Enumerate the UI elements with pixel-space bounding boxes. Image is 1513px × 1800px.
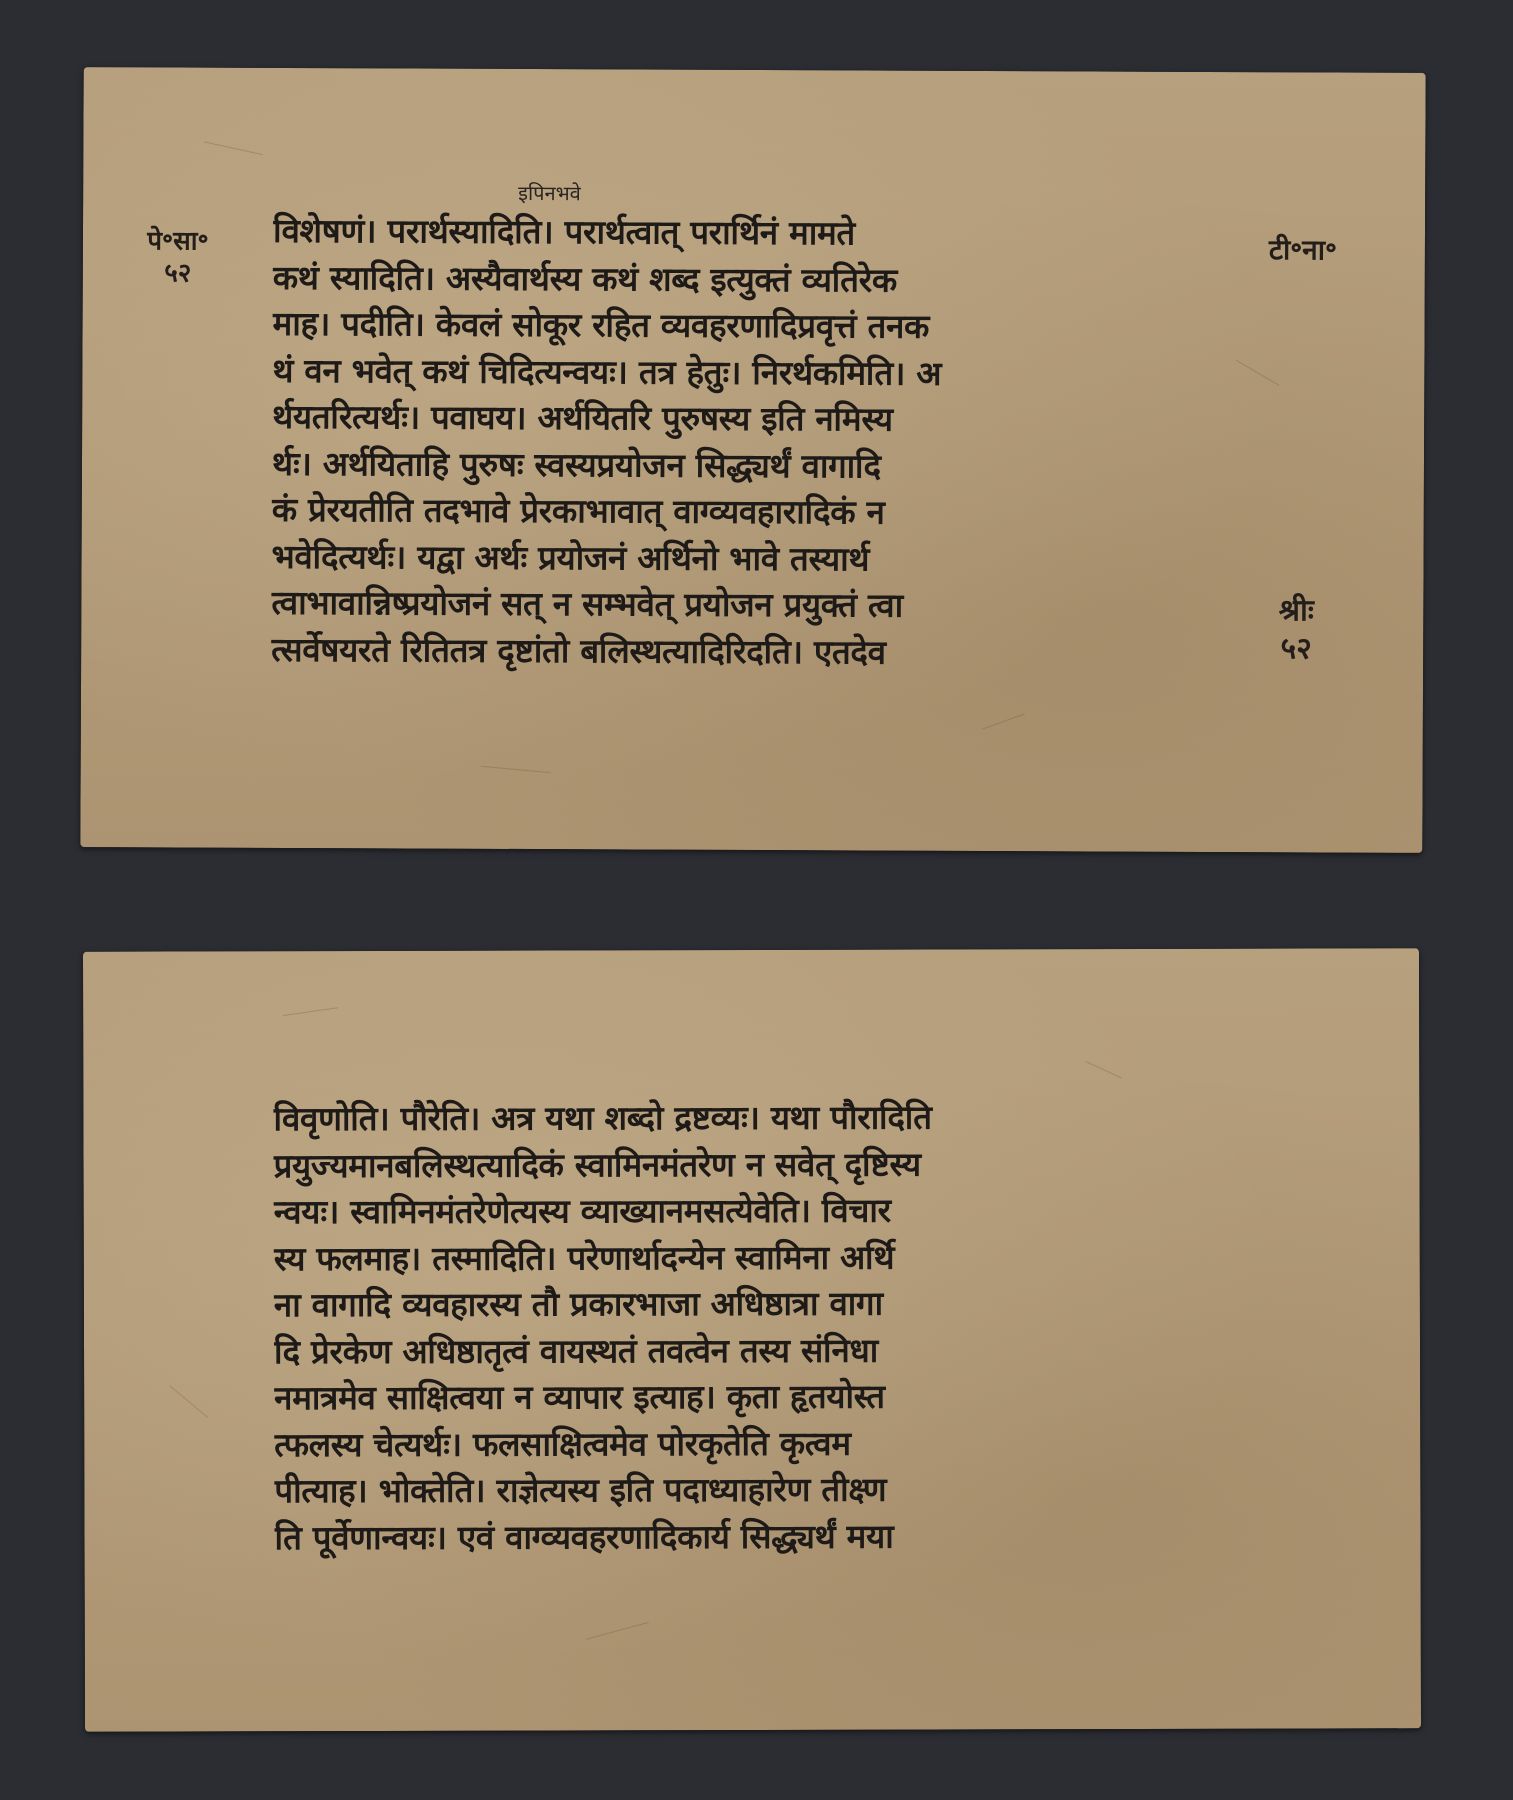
- manuscript-line: भवेदित्यर्थः। यद्वा अर्थः प्रयोजनं अर्थिनो भावे तस्यार्थ: [271, 536, 870, 579]
- paper-fiber: [204, 141, 263, 155]
- right-margin-folio-number: ५२: [1280, 631, 1312, 667]
- paper-fiber: [1085, 1061, 1122, 1079]
- interlinear-note: इपिनभवे: [518, 180, 581, 206]
- left-margin-title: पे॰सा॰: [147, 226, 209, 257]
- manuscript-line: विशेषणं। परार्थस्यादिति। परार्थत्वात् परार्थिनं मामते: [272, 210, 856, 253]
- manuscript-line: कथं स्यादिति। अस्यैवार्थस्य कथं शब्द इत्युक्तं व्यतिरेक: [272, 257, 898, 300]
- manuscript-text-top: [271, 208, 1273, 677]
- manuscript-line: न्वयः। स्वामिनमंतरेणेत्यस्य व्याख्यानमसत्येवेति। विचार: [273, 1190, 891, 1232]
- right-margin-shri: श्रीः: [1278, 593, 1314, 629]
- manuscript-line: माह। पदीति। केवलं सोकूर रहित व्यवहरणादिप्रवृत्तं तनक: [272, 303, 930, 346]
- manuscript-line: दि प्रेरकेण अधिष्ठातृत्वं वायस्थतं तवत्वेन तस्य संनिधा: [273, 1330, 879, 1371]
- paper-fiber: [170, 1386, 209, 1419]
- manuscript-line: त्सर्वेषयरते रितितत्र दृष्टांतो बलिस्थत्यादिरिदति। एतदेव: [271, 629, 886, 672]
- manuscript-line: नमात्रमेव साक्षित्वया न व्यापार इत्याह। कृता हृतयोस्त: [274, 1376, 885, 1418]
- paper-fiber: [283, 1007, 338, 1016]
- manuscript-line: र्थः। अर्थयिताहि पुरुषः स्वस्यप्रयोजन सिद्ध्यर्थं वागादि: [271, 443, 881, 486]
- manuscript-line: स्य फलमाह। तस्मादिति। परेणार्थादन्येन स्वामिना अर्थि: [273, 1237, 895, 1278]
- manuscript-line: पीत्याह। भोक्तेति। राज्ञेत्यस्य इति पदाध्याहारेण तीक्ष्ण: [274, 1469, 887, 1511]
- manuscript-line: विवृणोति। पौरेति। अत्र यथा शब्दो द्रष्टव्यः। यथा पौरादिति: [273, 1097, 932, 1139]
- manuscript-line: प्रयुज्यमानबलिस्थत्यादिकं स्वामिनमंतरेण न सवेत् दृष्टिस्य: [273, 1144, 921, 1185]
- right-margin-title: टी॰ना॰: [1268, 233, 1337, 267]
- left-margin-folio-number: ५२: [164, 258, 192, 289]
- manuscript-folio-top: [80, 67, 1425, 853]
- left-margin-folio-label: [128, 225, 228, 289]
- paper-fiber: [982, 714, 1025, 730]
- manuscript-line: त्फलस्य चेत्यर्थः। फलसाक्षित्वमेव पोरकृतेति कृत्वम: [274, 1423, 851, 1464]
- manuscript-line: ति पूर्वेणान्वयः। एवं वाग्व्यवहरणादिकार्य सिद्ध्यर्थं मया: [274, 1516, 894, 1557]
- manuscript-line: ना वागादि व्यवहारस्य तौ प्रकारभाजा अधिष्ठात्रा वागा: [273, 1283, 883, 1325]
- paper-fiber: [586, 1622, 649, 1640]
- manuscript-line: र्थयतरित्यर्थः। पवाघय। अर्थयितरि पुरुषस्य इति नमिस्य: [272, 396, 893, 439]
- manuscript-line: त्वाभावान्निष्प्रयोजनं सत् न सम्भवेत् प्रयोजन प्रयुक्तं त्वा: [271, 582, 904, 625]
- paper-fiber: [481, 766, 551, 773]
- manuscript-folio-bottom: [83, 948, 1421, 1731]
- manuscript-line: कं प्रेरयतीति तदभावे प्रेरकाभावात् वाग्व्यवहारादिकं न: [271, 489, 885, 532]
- manuscript-line: थं वन भवेत् कथं चिदित्यन्वयः। तत्र हेतुः। निरर्थकमिति। अ: [272, 350, 942, 393]
- manuscript-text-bottom: [273, 1094, 1274, 1562]
